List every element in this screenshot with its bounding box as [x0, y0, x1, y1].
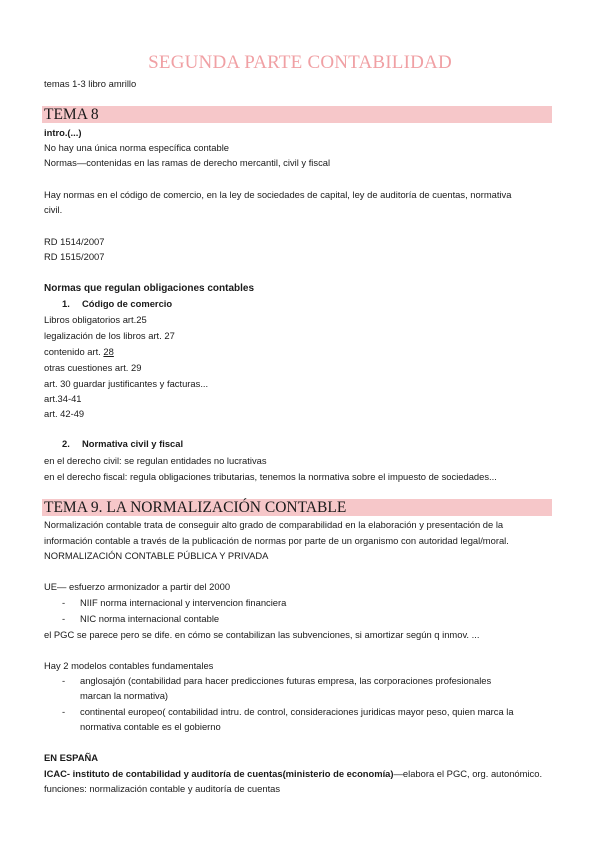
continental-line-1: continental europeo( contabilidad intru. de control, consideraciones juridicas mayor peso, quien marca la [80, 706, 514, 717]
normas-heading: Normas que regulan obligaciones contables [44, 283, 255, 294]
pgc-line: el PGC se parece pero se dife. en cómo se contabilizan las subvenciones, si amortizar según q inmov. ... [44, 629, 480, 640]
anglosajon-line-1: anglosajón (contabilidad para hacer predicciones futuras empresa, las corporaciones profesionales [80, 675, 492, 686]
codigo-line-2: legalización de los libros art. 27 [44, 330, 175, 341]
codigo-line-7: art. 42-49 [44, 408, 85, 419]
icac-rest-text: —elabora el PGC, org. autonómico. [393, 768, 543, 779]
tema8-line-3b: civil. [44, 204, 63, 215]
bullet-dash: - [62, 613, 66, 624]
list-item-codigo-comercio [62, 298, 172, 310]
tema9-para-line-1: Normalización contable trata de conseguir alto grado de comparabilidad en la elaboración y presentación de la [44, 519, 504, 530]
tema9-para-line-3: NORMALIZACIÓN CONTABLE PÚBLICA Y PRIVADA [44, 550, 269, 561]
fiscal-line: en el derecho fiscal: regula obligaciones tributarias, tenemos la normativa sobre el impuesto de sociedades... [44, 471, 497, 482]
icac-line [44, 768, 542, 780]
codigo-line-6: art.34-41 [44, 393, 82, 404]
civil-line: en el derecho civil: se regulan entidades no lucrativas [44, 455, 267, 466]
rd-1515: RD 1515/2007 [44, 251, 105, 262]
codigo-line-4: otras cuestiones art. 29 [44, 362, 142, 373]
rd-1514: RD 1514/2007 [44, 236, 105, 247]
icac-bold-text: ICAC- instituto de contabilidad y auditoría de cuentas(ministerio de economía) [44, 768, 394, 779]
ue-line: UE— esfuerzo armonizador a partir del 2000 [44, 581, 231, 592]
list-item-title: Código de comercio [82, 298, 173, 309]
tema8-line-2: Normas—contenidas en las ramas de derecho mercantil, civil y fiscal [44, 157, 331, 168]
bullet-dash: - [62, 675, 66, 686]
funciones-line: funciones: normalización contable y auditoría de cuentas [44, 783, 281, 794]
document-title: SEGUNDA PARTE CONTABILIDAD [148, 52, 452, 73]
bullet-dash: - [62, 597, 66, 608]
list-number: 2. [62, 438, 70, 449]
document-subtitle: temas 1-3 libro amrillo [44, 78, 137, 89]
codigo-line-5: art. 30 guardar justificantes y facturas... [44, 378, 209, 389]
anglosajon-line-2: marcan la normativa) [80, 690, 169, 701]
en-espana-heading: EN ESPAÑA [44, 752, 99, 763]
continental-line-2: normativa contable es el gobierno [80, 721, 221, 732]
niif-line: NIIF norma internacional y intervencion financiera [80, 597, 287, 608]
tema9-heading: TEMA 9. LA NORMALIZACIÓN CONTABLE [44, 499, 347, 516]
tema8-line-1: No hay una única norma específica contable [44, 142, 230, 153]
codigo-line-3-text: contenido art. [44, 346, 104, 357]
codigo-line-3 [44, 346, 114, 358]
nic-line: NIC norma internacional contable [80, 613, 220, 624]
bullet-dash: - [62, 706, 66, 717]
codigo-line-1: Libros obligatorios art.25 [44, 314, 147, 325]
list-number: 1. [62, 298, 70, 309]
list-item-title: Normativa civil y fiscal [82, 438, 184, 449]
list-item-normativa-civil-fiscal [62, 438, 183, 450]
modelos-line: Hay 2 modelos contables fundamentales [44, 660, 214, 671]
codigo-line-3-number: 28 [103, 346, 114, 357]
tema8-intro: intro.(...) [44, 127, 82, 138]
tema8-line-3: Hay normas en el código de comercio, en la ley de sociedades de capital, ley de auditoría de cuentas, normativa [44, 189, 512, 200]
tema8-heading-highlight [42, 106, 552, 123]
tema9-para-line-2: información contable a través de la publicación de normas por parte de un organismo con autoridad legal/moral. [44, 535, 509, 546]
tema8-heading: TEMA 8 [44, 106, 99, 123]
